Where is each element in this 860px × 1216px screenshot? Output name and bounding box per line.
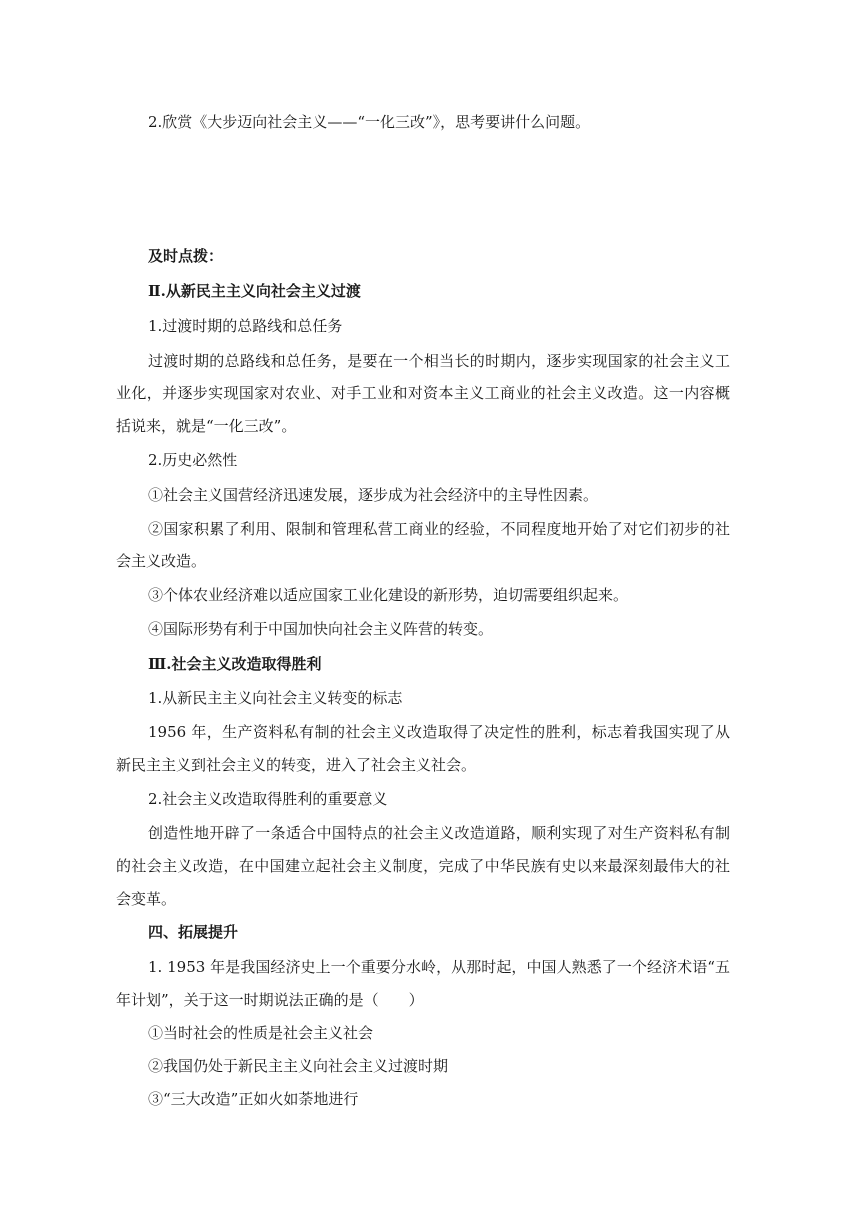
tips-heading: 及时点拨：	[148, 247, 224, 265]
option-3: ③“三大改造”正如火如荼地进行	[148, 1090, 359, 1108]
section-2-sub2-title: 2.历史必然性	[148, 451, 238, 469]
section-3-sub2-title: 2.社会主义改造取得胜利的重要意义	[148, 790, 388, 808]
necessity-item-1: ①社会主义国营经济迅速发展，逐步成为社会经济中的主导性因素。	[148, 486, 599, 504]
necessity-item-2-line-1: ②国家积累了利用、限制和管理私营工商业的经验，不同程度地开始了对它们初步的社	[148, 520, 730, 538]
section-3-sub1-title: 1.从新民主主义向社会主义转变的标志	[148, 689, 403, 707]
question-1-line-1: 1. 1953 年是我国经济史上一个重要分水岭，从那时起，中国人熟悉了一个经济术语“五	[148, 958, 730, 976]
section-3-sub2-line-3: 会变革。	[116, 890, 177, 908]
option-2: ②我国仍处于新民主主义向社会主义过渡时期	[148, 1057, 449, 1075]
section-3-title: Ⅲ.社会主义改造取得胜利	[148, 655, 322, 673]
option-1: ①当时社会的性质是社会主义社会	[148, 1024, 374, 1042]
section-3-sub2-line-1: 创造性地开辟了一条适合中国特点的社会主义改造道路，顺利实现了对生产资料私有制	[148, 824, 730, 842]
necessity-item-3: ③个体农业经济难以适应国家工业化建设的新形势，迫切需要组织起来。	[148, 586, 629, 604]
section-2-sub1-line-1: 过渡时期的总路线和总任务，是要在一个相当长的时期内，逐步实现国家的社会主义工	[148, 352, 730, 370]
question-1-line-2: 年计划”，关于这一时期说法正确的是（ ）	[116, 991, 424, 1009]
section-2-sub1-title: 1.过渡时期的总路线和总任务	[148, 317, 343, 335]
section-4-title: 四、拓展提升	[148, 923, 239, 941]
section-2-sub1-line-3: 括说来，就是“一化三改”。	[116, 417, 297, 435]
necessity-item-4: ④国际形势有利于中国加快向社会主义阵营的转变。	[148, 620, 494, 638]
section-2-title: Ⅱ.从新民主主义向社会主义过渡	[148, 282, 361, 300]
necessity-item-2-line-2: 会主义改造。	[116, 552, 207, 570]
question-2: 2.欣赏《大步迈向社会主义——“一化三改”》，思考要讲什么问题。	[148, 113, 591, 131]
section-2-sub1-line-2: 业化，并逐步实现国家对农业、对手工业和对资本主义工商业的社会主义改造。这一内容概	[116, 384, 730, 402]
section-3-sub2-line-2: 的社会主义改造，在中国建立起社会主义制度，完成了中华民族有史以来最深刻最伟大的社	[116, 857, 730, 875]
section-3-sub1-line-1: 1956 年，生产资料私有制的社会主义改造取得了决定性的胜利，标志着我国实现了从	[148, 723, 730, 741]
section-3-sub1-line-2: 新民主主义到社会主义的转变，进入了社会主义社会。	[116, 756, 477, 774]
